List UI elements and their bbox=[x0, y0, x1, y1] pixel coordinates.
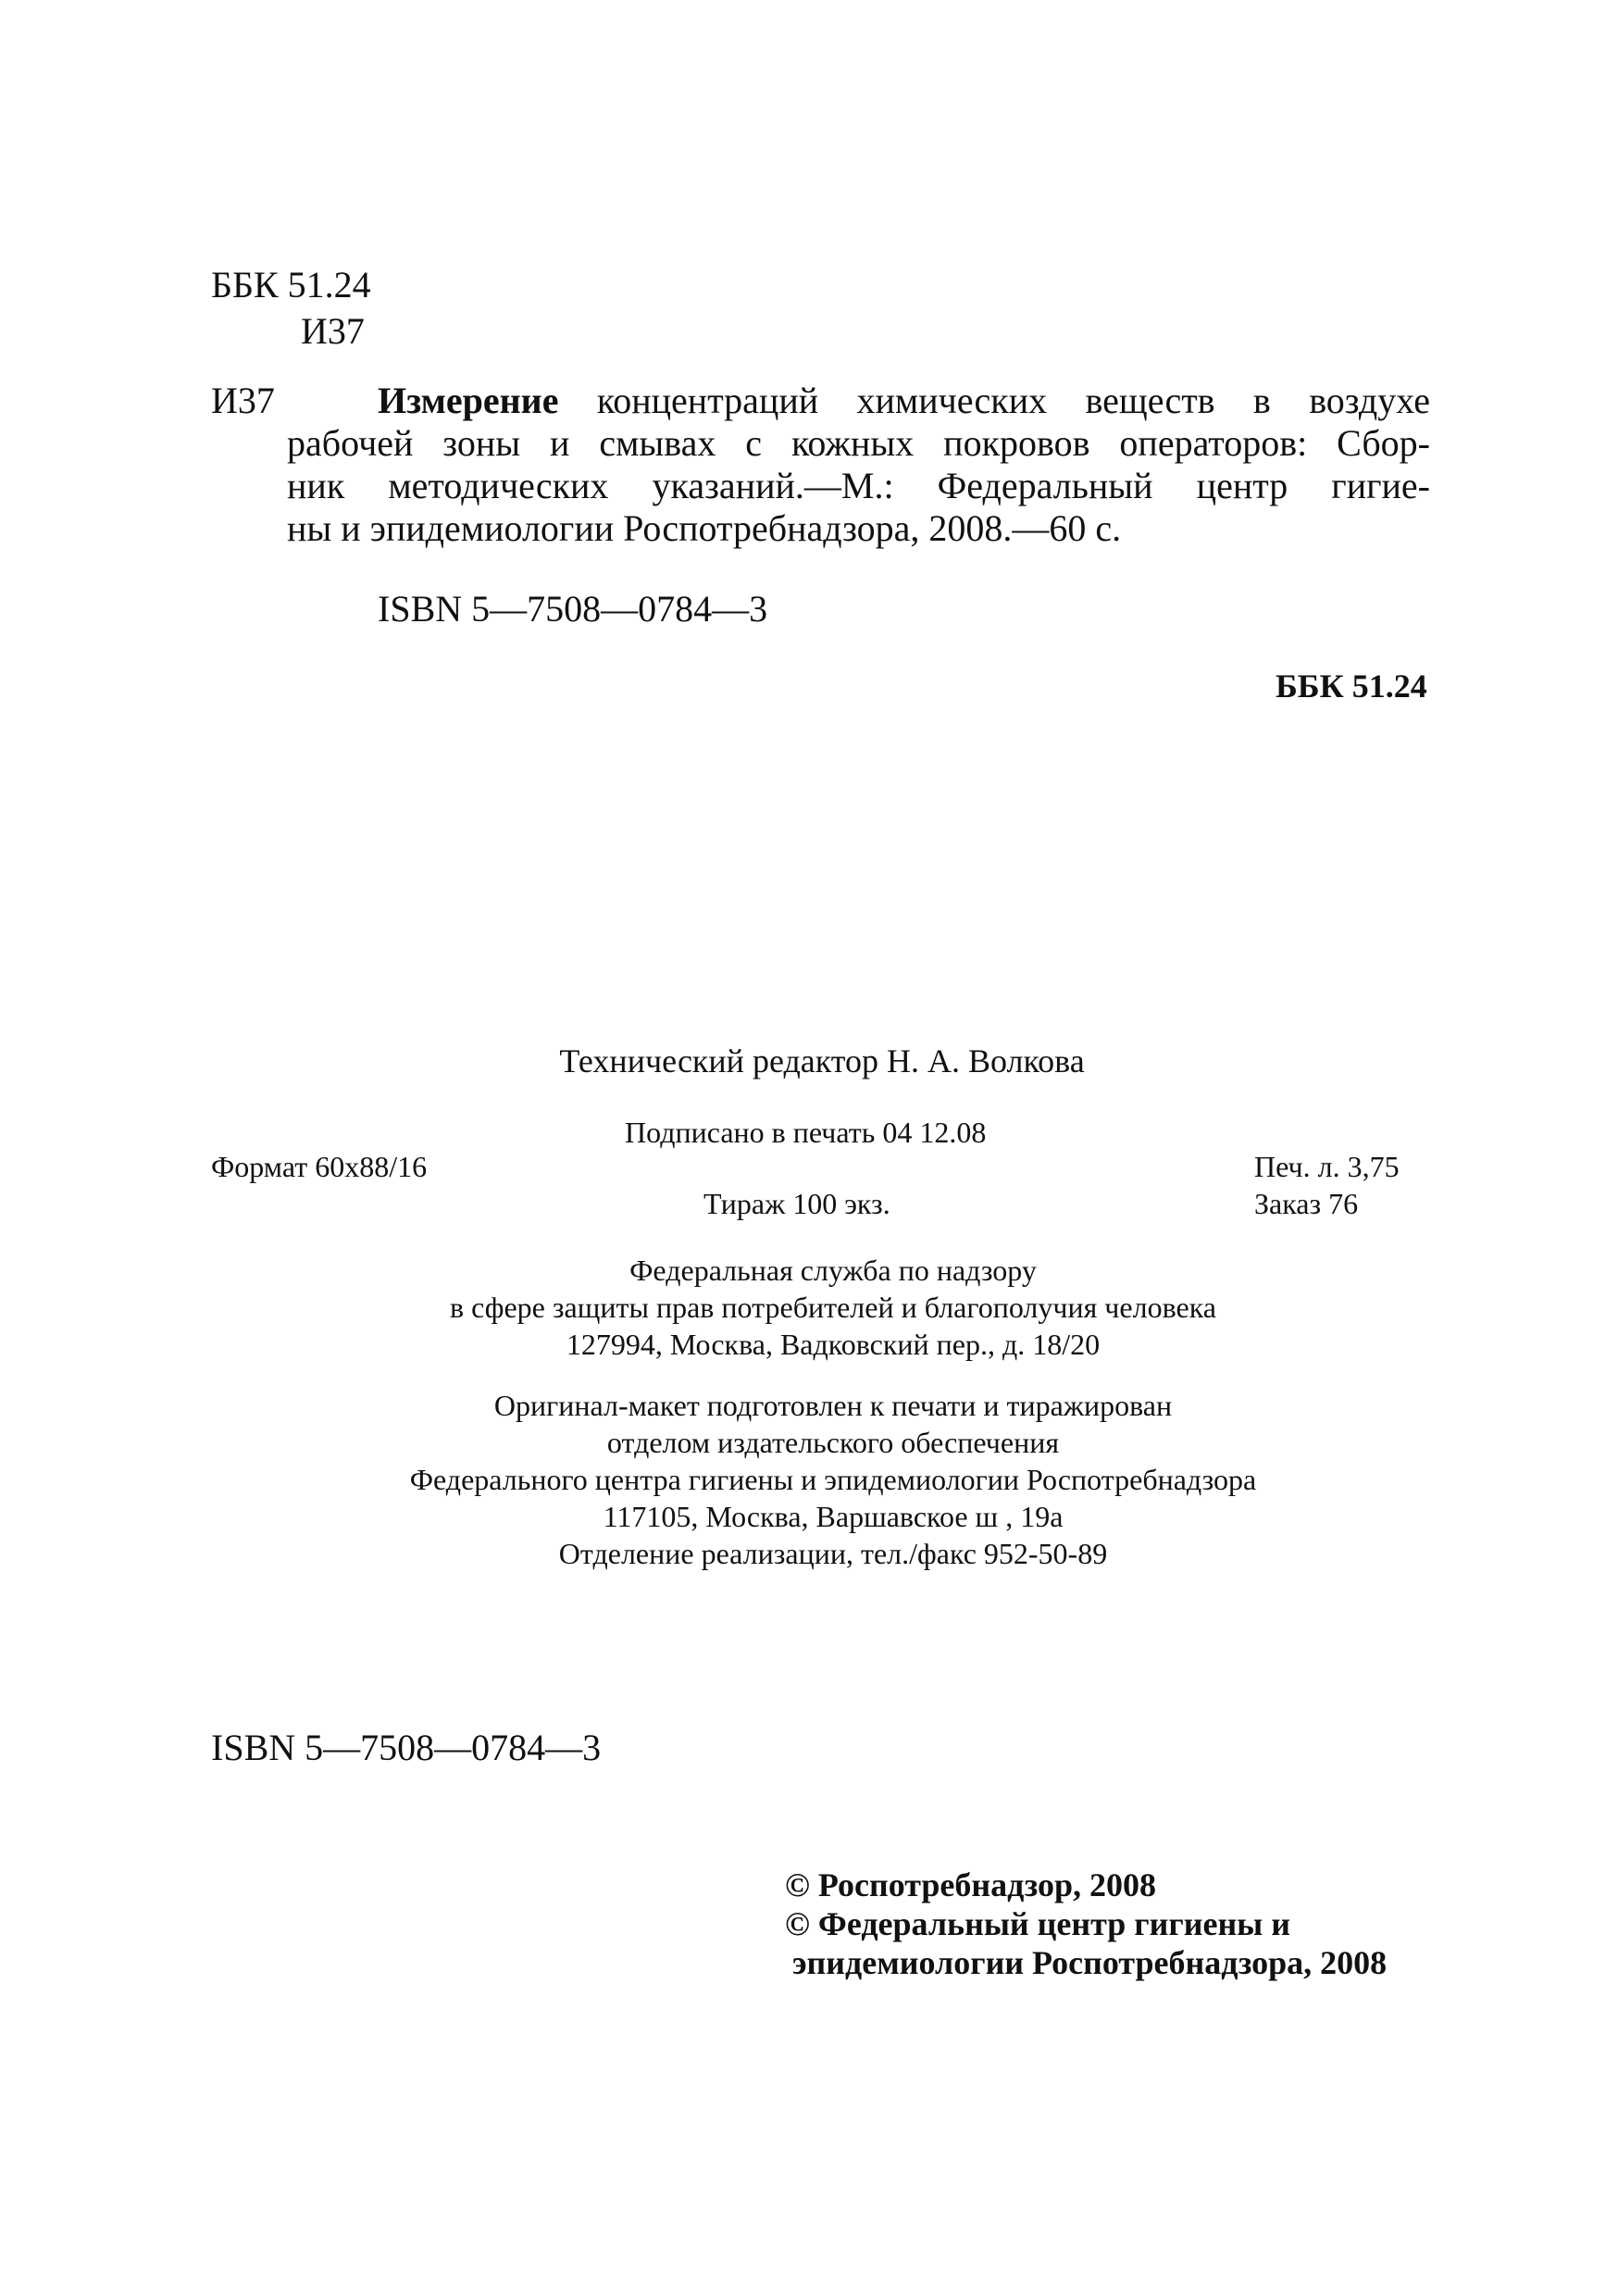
isbn-indented: ISBN 5—7508—0784—3 bbox=[378, 588, 768, 630]
order-number: Заказ 76 bbox=[1254, 1187, 1359, 1220]
print-run: Тираж 100 экз. bbox=[703, 1187, 890, 1220]
service-line-2: в сфере защиты прав потребителей и благополучия человека bbox=[450, 1291, 1216, 1324]
isbn-bottom: ISBN 5—7508—0784—3 bbox=[211, 1727, 602, 1768]
layout-credits bbox=[278, 1387, 1388, 1572]
author-mark-top: И37 bbox=[301, 310, 365, 352]
print-sheets: Печ. л. 3,75 bbox=[1254, 1150, 1400, 1183]
layout-line-1: Оригинал-макет подготовлен к печати и тиражирован bbox=[493, 1389, 1173, 1422]
layout-line-4: 117105, Москва, Варшавское ш , 19а bbox=[603, 1500, 1064, 1533]
copyright-block bbox=[785, 1866, 1387, 1982]
annotation bbox=[287, 380, 1430, 550]
annotation-title: Измерение bbox=[378, 380, 559, 421]
publisher-service bbox=[278, 1252, 1388, 1363]
layout-line-5: Отделение реализации, тел./факс 952-50-89 bbox=[558, 1537, 1108, 1570]
service-line-1: Федеральная служба по надзору bbox=[629, 1254, 1037, 1287]
service-line-3: 127994, Москва, Вадковский пер., д. 18/20 bbox=[566, 1328, 1101, 1361]
signed-to-print: Подписано в печать 04 12.08 bbox=[625, 1116, 987, 1149]
copyright-line-2: © Федеральный центр гигиены и bbox=[785, 1905, 1291, 1942]
layout-line-3: Федерального центра гигиены и эпидемиологии Роспотребнадзора bbox=[409, 1463, 1257, 1496]
annotation-line-3: ник методических указаний.—М.: Федеральный центр гигие- bbox=[287, 465, 1430, 506]
annotation-line-4: ны и эпидемиологии Роспотребнадзора, 2008.—60 с. bbox=[287, 507, 1122, 549]
bbk-code-right: ББК 51.24 bbox=[1276, 668, 1427, 705]
annotation-line-2: рабочей зоны и смывах с кожных покровов операторов: Сбор- bbox=[287, 422, 1430, 464]
author-mark-left: И37 bbox=[211, 380, 275, 421]
annotation-line-1 bbox=[287, 380, 1430, 422]
paper-format: Формат 60x88/16 bbox=[211, 1150, 428, 1183]
annotation-line-1-rest: концентраций химических веществ в воздухе bbox=[558, 380, 1430, 421]
bbk-code-top: ББК 51.24 bbox=[211, 264, 371, 306]
copyright-line-3: эпидемиологии Роспотребнадзора, 2008 bbox=[792, 1944, 1388, 1981]
layout-line-2: отделом издательского обеспечения bbox=[606, 1426, 1060, 1459]
copyright-line-1: © Роспотребнадзор, 2008 bbox=[785, 1866, 1157, 1903]
tech-editor: Технический редактор Н. А. Волкова bbox=[559, 1042, 1085, 1079]
